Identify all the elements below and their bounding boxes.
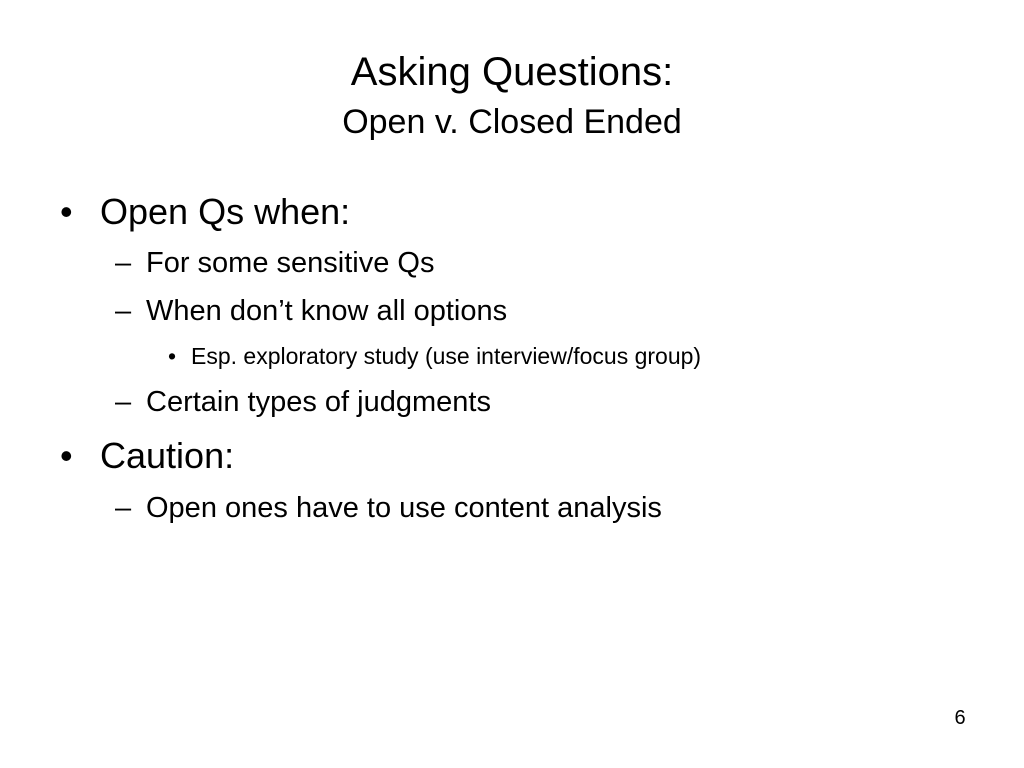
sub-bullet-text: Open ones have to use content analysis — [146, 492, 662, 524]
sub-bullet-text: For some sensitive Qs — [146, 247, 435, 279]
sub-sub-bullet-text: Esp. exploratory study (use interview/focus group) — [191, 343, 702, 369]
dash-marker: – — [115, 386, 132, 418]
slide-subtitle: Open v. Closed Ended — [342, 103, 682, 141]
bullet-marker: • — [168, 343, 177, 369]
bullet-marker: • — [60, 191, 73, 232]
bullet-text: Open Qs when: — [100, 191, 351, 232]
slide-title: Asking Questions: — [350, 50, 674, 94]
bullet-marker: • — [60, 435, 73, 476]
dash-marker: – — [115, 492, 132, 524]
bullet-text: Caution: — [100, 435, 235, 476]
page-number: 6 — [954, 707, 966, 729]
sub-bullet-text: Certain types of judgments — [146, 386, 491, 418]
dash-marker: – — [115, 247, 132, 279]
sub-bullet-text: When don’t know all options — [146, 295, 508, 327]
dash-marker: – — [115, 295, 132, 327]
